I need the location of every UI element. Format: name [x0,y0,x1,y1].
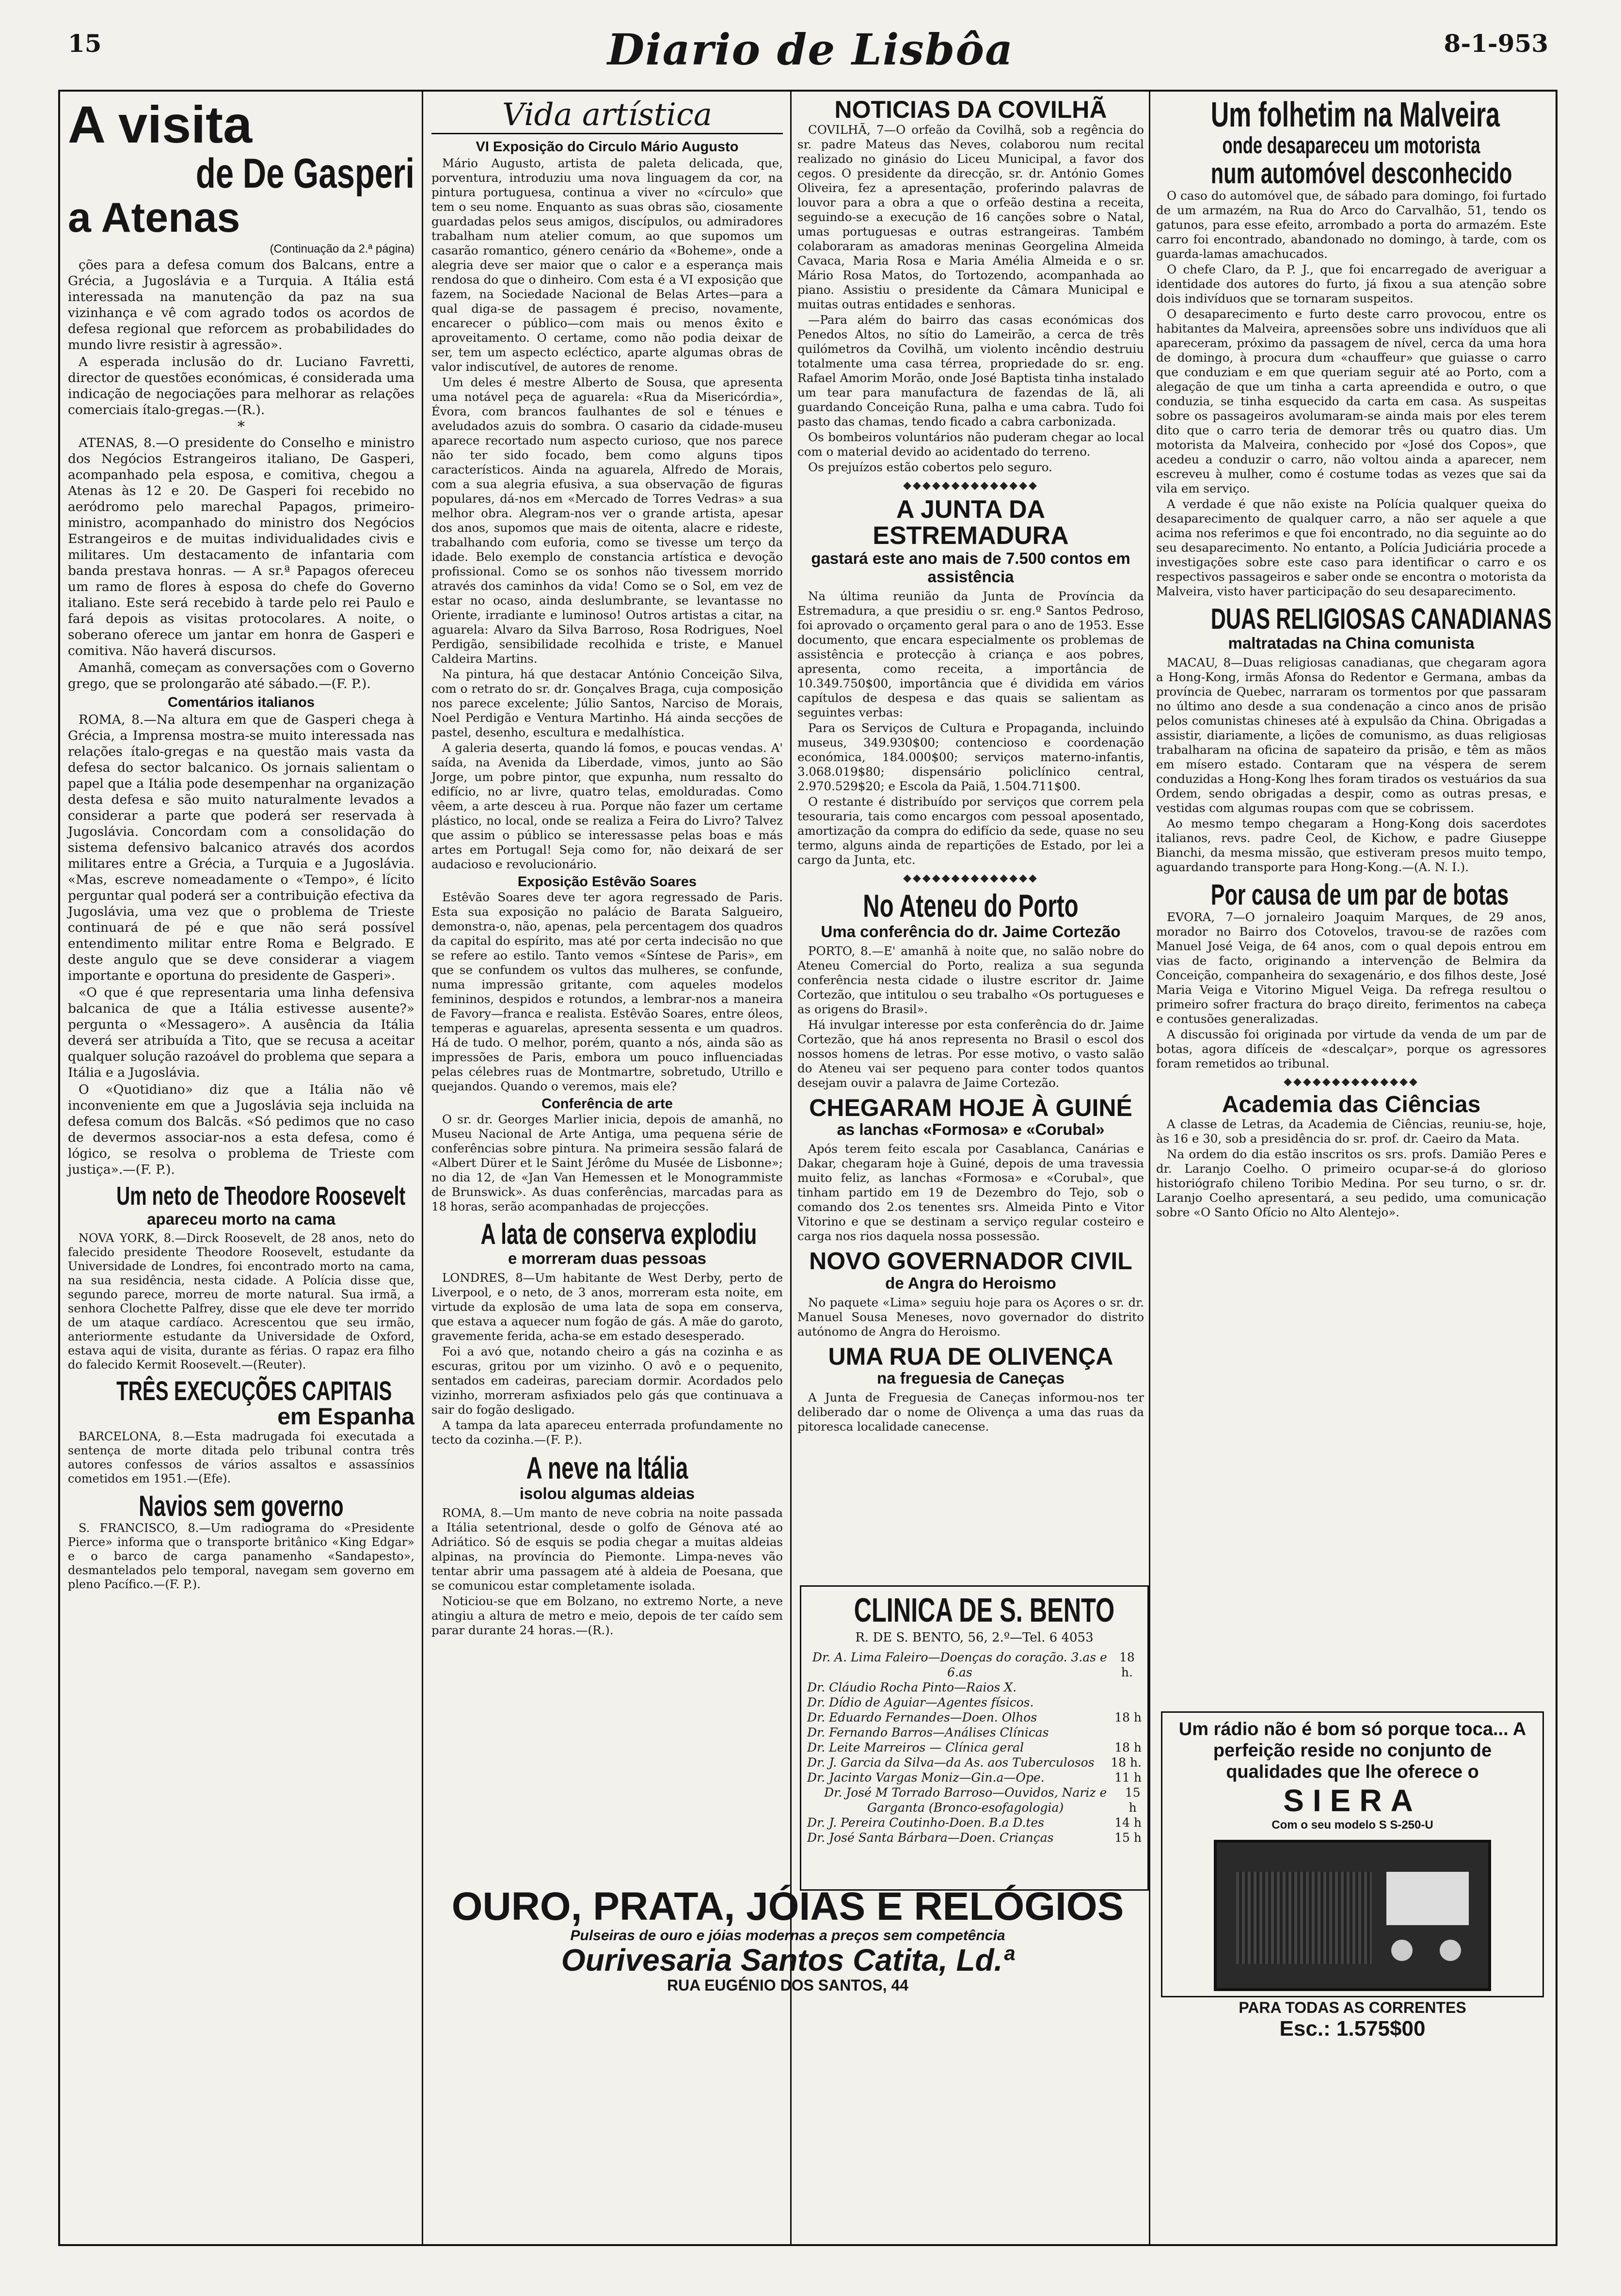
paragraph: O sr. dr. Georges Marlier inicia, depois de amanhã, no Museu Nacional de Arte Antiga, uma pequena série de conferências sobre pintura. Na primeira sessão falará de «Albert Dürer et le Saint Jérôme du Musée de Lisbonne»; no dia 12, de «Jan Van Hemessen et le Monogrammiste de Brunswick». As duas conferências, marcadas para as 18 horas, serão acompanhadas de projecções. [431,1112,783,1213]
doctor-row: Dr. Cláudio Rocha Pinto—Raios X. [807,1680,1017,1694]
paragraph: Após terem feito escala por Casablanca, Canárias e Dakar, chegaram hoje à Guiné, depois de uma travessia muito feliz, as lanchas «Formosa» e «Corubal», que tinham partido em 19 de Dezembro do Tejo, sob o comando dos 2.os tenentes srs. Almeida Pinto e Vitor Vitorino e que se destinam a serviço regular costeiro e carga nos rios daquela nossa possessão. [797,1142,1144,1244]
paragraph: O restante é distribuído por serviços que correm pela tesouraria, tais como encargos com pessoal aposentado, amortização da compra do edifício da sede, quase no seu termo, alguns ainda de repartições de Estado, por lei a cargo da Junta, etc. [797,794,1144,867]
subheadline: Uma conferência do dr. Jaime Cortezão [821,922,1121,941]
column-2 [431,97,783,1852]
paragraph: A galeria deserta, quando lá fomos, e poucas vendas. A' saída, na Avenida da Liberdade, vimos, junto ao São Jorge, um pobre pintor, que expunha, num ressalto do edifício, no ar livre, quatro telas, emolduradas. Como vêem, a arte desceu à rua. Porque não fazer um certame plástico, no local, onde se realiza a Feira do Livro? Talvez que assim o público se interessasse pelas boas e más artes em Portugal! Seja como for, não deixará de ser audacioso e revolucionário. [431,741,783,871]
subheadline: gastará este ano mais de 7.500 contos em assistência [811,549,1130,586]
radio-image [1214,1840,1491,1991]
clinic-address: R. DE S. BENTO, 56, 2.º—Tel. 6 4053 [855,1630,1094,1645]
doctor-row: Dr. Leite Marreiros — Clínica geral 18 h [807,1740,1142,1754]
doctor-row: Dr. Eduardo Fernandes—Doen. Olhos 18 h [807,1710,1142,1724]
paragraph: MACAU, 8—Duas religiosas canadianas, que chegaram agora a Hong-Kong, irmãs Afonsa do Redentor e Germana, ambas da província de Quebec, narraram os tormentos por que passaram no último ano desde a sua condenação a cinco anos de prisão pelos comunistas chineses até à expulsão da China. Obrigadas a assistir, diariamente, a lições de comunismo, as duas religiosas trabalharam na oficina de sapateiro da prisão, e têm as mãos em mísero estado. Contaram que na véspera de serem conduzidas a Hong-Kong lhes foram tirados os vestuários da sua Ordem, sendo obrigadas a despir, como as outras presas, e vestidas com algumas roupas com que se cobrissem. [1156,655,1546,815]
doctor-row: Dr. Fernando Barros—Análises Clínicas [807,1725,1049,1739]
paragraph: BARCELONA, 8.—Esta madrugada foi executada a sentença de morte ditada pelo tribunal contra três autores confessos de vários assaltos e assassínios cometidos em 1951.—(Efe). [68,1429,414,1485]
advert-headline: OURO, PRATA, JÓIAS E RELÓGIOS [451,1884,1124,1929]
doctor-row: Dr. José M Torrado Barroso—Ouvidos, Nariz e Garganta (Bronco-esofagologia) 15 h [824,1785,1141,1815]
column-4 [1156,96,1552,1706]
headline: Por causa de um par de botas [1210,878,1509,911]
paragraph: Os bombeiros voluntários não puderam chegar ao local com o material devido ao acidentado do terreno. [797,430,1144,459]
paragraph: Noticiou-se que em Bolzano, no extremo Norte, a neve atingiu a altura de metro e meio, depois de ter caído sem parar durante 24 horas.—(R.). [431,1594,783,1638]
article-roosevelt [68,1182,414,1372]
column-3 [797,97,1144,1580]
subheadline: num automóvel desconhecido [1210,157,1512,190]
advert-copy: Um rádio não é bom só porque toca... A perfeição reside no conjunto de qualidades que lhe oferece o [1178,1719,1526,1782]
radio-advert [1161,1711,1544,2041]
paragraph: Amanhã, começam as conversações com o Governo grego, que se prolongarão até sábado.—(F. P.). [68,660,414,691]
paragraph: ROMA, 8.—Na altura em que de Gasperi chega à Grécia, a Imprensa mostra-se muito interessada nas relações ítalo-gregas e na questão mais vasta da defesa do sector balcanico. Os jornais salientam o papel que a Itália pode desempenhar na organização desta defesa e são muito naturalmente levados a considerar a parte que poderá ser reservada à Jugoslávia. Concordam com a consolidação do sistema defensivo balcanico através dos acordos militares entre a Grécia, a Turquia e a Jugoslávia. «Mas, escreve nomeadamente o «Tempo», é lícito perguntar qual poderá ser a contribuição efectiva da Jugoslávia, uma vez que o problema de Trieste continuará de pé e que não será possível entendimento militar entre Roma e Belgrado. E deste angulo que se deve considerar a viagem importante e oportuna do presidente de Gasperi». [68,712,414,983]
clinic-advert [800,1585,1149,1891]
paragraph: A Junta de Freguesia de Caneças informou-nos ter deliberado dar o nome de Olivença a uma das ruas da pitoresca localidade canecense. [797,1390,1144,1434]
clinic-name: CLINICA DE S. BENTO [854,1591,1115,1629]
ornament-divider: ◆◆◆◆◆◆◆◆◆◆◆◆◆◆ [903,479,1038,492]
ornament-divider: ◆◆◆◆◆◆◆◆◆◆◆◆◆◆ [1284,1075,1419,1088]
doctor-row: Dr. J. Pereira Coutinho-Doen. B.a D.tes 14 h [807,1815,1142,1830]
headline: A lata de conserva explodiu [480,1218,757,1250]
article-neve [431,1452,783,1638]
subheadline: onde desapareceu um motorista [1222,132,1480,159]
headline: Navios sem governo [139,1489,344,1522]
subheadline: e morreram duas pessoas [508,1249,707,1267]
paragraph: O desaparecimento e furto deste carro provocou, entre os habitantes da Malveira, apreensões sobre uns indivíduos que ali apareceram, próximo da passagem de nível, cerca da uma hora de domingo, à procura dum «chauffeur» que guiasse o carro que conduziam e em que queriam seguir até ao Porto, com a alegação de que um tinha a carta apreendida e outro, o que conduzia, se tinha esquecido da carta em casa. As suspeitas sobre os passageiros avolumaram-se ainda mais por eles terem dito que o carro teria de demorar três ou quatro dias. Um motorista da Malveira, conhecido por «José dos Copos», que acedeu a conduzir o carro, não voltou ainda a aparecer, nem escreveu à mulher, como é costume todas as vezes que sai da vila em serviço. [1156,306,1546,495]
subheadline: de Angra do Heroismo [885,1274,1056,1292]
column-rule [422,90,423,2244]
separator-star: * [238,418,245,435]
jewellery-advert [436,1886,1139,2022]
headline: NOVO GOVERNADOR CIVIL [809,1247,1132,1275]
doctor-list [807,1650,1142,1845]
masthead [0,0,1621,82]
doctor-row: Dr. Jacinto Vargas Moniz—Gin.a—Ope. 11 h [807,1770,1142,1785]
doctor-row: Dr. José Santa Bárbara—Doen. Crianças 15 h [807,1830,1142,1845]
paragraph: ções para a defesa comum dos Balcans, entre a Grécia, a Jugoslávia e a Turquia. A Itália está interessada na manutenção da paz na sua vizinhança e vê com agrado todos os acordos de defesa regional que reforcem as probabilidades do mundo livre resistir à agressão». [68,257,414,352]
brand-name: SIERA [1283,1783,1422,1818]
article-navios [68,1491,414,1592]
headline: TRÊS EXECUÇÕES CAPITAIS [116,1375,392,1406]
paragraph: «O que é que representaria uma linha defensiva balcanica de que a Itália estivesse ausente?» pergunta o «Messagero». A ausência da Itália deverá ser atribuída a Tito, que se recusa a aceitar qualquer solução razoável do problema que separa a Itália e a Jugoslávia. [68,985,414,1080]
doctor-row: Dr. J. Garcia da Silva—da As. aos Tuberculosos 18 h. [807,1755,1142,1770]
subheadline: as lanchas «Formosa» e «Corubal» [837,1120,1105,1139]
paragraph: —Para além do bairro das casas económicas dos Penedos Altos, no sítio do Lameirão, a cerca de três quilómetros da Covilhã, um violento incêndio destruiu totalmente uma casa térrea, propriedade do sr. eng. Rafael Amorim Morão, onde José Baptista tinha instalado um tear para manufactura de fazendas de lã, ali guardando Conceição Runa, palha e uma cabra. Tudo foi pasto das chamas, tendo ficado a cabra carbonizada. [797,312,1144,429]
subheading: Comentários italianos [168,694,315,710]
subheadline: apareceu morto na cama [147,1210,335,1228]
paragraph: A esperada inclusão do dr. Luciano Favretti, director de questões económicas, é considerada uma indicação de negociações para melhorar as relações comerciais ítalo-gregas.—(R.). [68,354,414,417]
subheadline: maltratadas na China comunista [1228,634,1475,652]
page-number: 15 [68,29,102,58]
subheadline: na freguesia de Caneças [876,1369,1065,1387]
knob-icon [1440,1940,1461,1961]
subheading: VI Exposição do Circulo Mário Augusto [476,139,739,155]
subheadline: em Espanha [277,1404,414,1430]
paragraph: Na pintura, há que destacar António Conceição Silva, com o retrato do sr. dr. Gonçalves Braga, cuja composição nos parece excelente; Júlio Santos, Narciso de Morais, Noel Perdigão e Ventura Martinho. Há ainda secções de pastel, desenho, escultura e medalhística. [431,667,783,739]
paragraph: S. FRANCISCO, 8.—Um radiograma do «Presidente Pierce» informa que o transporte britânico «King Edgar» e o barco de carga panamenho «Sandapesto», desmantelados pelo temporal, navegam sem governo em pleno Pacífico.—(F. P.). [68,1521,414,1591]
paragraph: A tampa da lata apareceu enterrada profundamente no tecto da cozinha.—(F. P.). [431,1418,783,1447]
paragraph: Ao mesmo tempo chegaram a Hong-Kong dois sacerdotes italianos, revs. padre Ceol, de Kichow, e padre Giuseppe Bianchi, da mesma missão, que estiveram presos muito tempo, aguardando transporte para Hong-Kong.—(A. N. I.). [1156,816,1546,874]
paragraph: Na ordem do dia estão inscritos os srs. profs. Damião Peres e dr. Laranjo Coelho. O primeiro ocupar-se-á do glorioso historiógrafo chileno Toribio Medina. Por seu turno, o sr. dr. Laranjo Coelho apresentará, a seu pedido, uma comunicação sobre «O Santo Ofício no Alto Alentejo». [1156,1147,1546,1220]
paragraph: Um deles é mestre Alberto de Sousa, que apresenta uma notável peça de aguarela: «Rua da Misericórdia», Évora, com brancos faulhantes de sol e ténues e aveludados azuis do sombra. O casario da cidade-museu aparece recortado num aspecto curioso, que nos parece não ter sido focado, bem como alguns tipos característicos. Ainda na aguarela, Alfredo de Morais, com a sua alegria efusiva, a sua observação de figuras populares, dá-nos em «Mercado de Torres Vedras» a sua melhor obra. Alegram-nos ver o grande artista, apesar dos anos, supomos que mais de oitenta, alacre e rideste, trabalhando com euforia, como se tivesse um terço da idade. Belo exemplo de constancia artística e devoção profissional. Como se os sonhos não tivessem morrido através dos caminhos da vida! Como se o Sol, em vez de estar no ocaso, ainda deslumbrante, se levantasse no Oriente, irradiante e luminoso! Outros artistas a citar, na aguarela: Alvaro da Silva Barroso, Rosa Rodrigues, Noel Perdigão, sensibilidade recolhida e triste, e Manuel Caldeira Martins. [431,375,783,666]
headline: Academia das Ciências [1222,1091,1481,1117]
paragraph: COVILHÃ, 7—O orfeão da Covilhã, sob a regência do sr. padre Mateus das Neves, colaborou num recital realizado no ginásio do Liceu Municipal, a favor dos cegos. O presidente da direcção, sr. dr. António Gomes Oliveira, fez a apresentação, proferindo palavras de louvor para a obra a que o orfeão destina a receita, seguindo-se a execução de 16 canções sobre o Natal, umas portuguesas e outras estrangeiras. Também colaboraram as amadoras meninas Georgelina Almeida Cavaca, Maria Rosa e Maria Amélia Almeida e o sr. Mário Rosa Matos, do Tortozendo, acompanhada ao piano. Assistiu o presidente da Câmara Municipal e muitas outras entidades e senhoras. [797,122,1144,311]
paragraph: ROMA, 8.—Um manto de neve cobria na noite passada a Itália setentrional, desde o golfo de Génova até ao Adriático. Só de esquis se podia chegar a muitas aldeias alpinas, na província do Piemonte. Limpa-neves vão tentar abrir uma passagem até à aldeia de Poesana, que se comunicou estar completamente isolada. [431,1506,783,1593]
headline: DUAS RELIGIOSAS CANADIANAS [1210,602,1552,635]
section-title: Vida artística [431,97,783,134]
paragraph: EVORA, 7—O jornaleiro Joaquim Marques, de 29 anos, morador no Bairro dos Cotovelos, travou-se de razões com Manuel José Veiga, de 64 anos, com o qual depois entrou em vias de facto, originando a intervenção de Belmira da Conceição, companheira do sexagenário, e dos filhos deste, José Maria Veiga e Vitorino Miguel Veiga. Da refrega resultou o primeiro sofrer fractura do braço direito, ferimentos na cabeça e contusões generalizadas. [1156,909,1546,1026]
paragraph: A discussão foi originada por virtude da venda de um par de botas, agora difíceis de «descalçar», porque os agressores foram remetidos ao tribunal. [1156,1027,1546,1070]
paragraph: Estêvão Soares deve ter agora regressado de Paris. Esta sua exposição no palácio de Barata Salgueiro, demonstra-o, não, apenas, pela percentagem dos quadros da capital do espírito, mas até por certa indecisão no que se refere ao estilo. Tanto vemos «Síntese de Paris», em que se confundem os vultos das mulheres, se confunde, numa impressão gritante, com aqueles modelos femininos, despidos e rotundos, a lembrar-nos a maneira de Favory—franca e realista. Estêvão Soares, entre óleos, temperas e aguarelas, apresenta sessenta e um quadros. Há de tudo. O melhor, porém, quanto a nós, ainda são as impressões de Paris, embora um pouco influenciadas pelas célebres ruas de Montmartre, sobretudo, Utrillo e quejandos. Quando o veremos, mais ele? [431,890,783,1093]
paragraph: No paquete «Lima» seguiu hoje para os Açores o sr. dr. Manuel Sousa Meneses, novo governador do distrito autónomo de Angra do Heroismo. [797,1295,1144,1339]
advert-tagline: Pulseiras de ouro e jóias modernas a preços sem competência [570,1928,1005,1944]
headline-line-1: A visita [68,95,253,154]
model-name: Com o seu modelo S S-250-U [1271,1818,1433,1832]
knob-icon [1391,1940,1413,1961]
subheading: Conferência de arte [541,1096,673,1112]
headline: UMA RUA DE OLIVENÇA [828,1342,1113,1370]
paragraph: Foi a avó que, notando cheiro a gás na cozinha e as escuras, gritou por um vizinho. O avô e o pequenito, sentados em cadeiras, pareciam dormir. Acordados pelo vizinho, morreram asfixiados pelo gás que continuava a sair do fogão desligado. [431,1344,783,1417]
paragraph: Na última reunião da Junta de Província da Estremadura, a que presidiu o sr. eng.º Santos Pedroso, foi aprovado o orçamento geral para o ano de 1953. Esse documento, que encara especialmente os problemas de assistência e protecção à criança e aos pobres, apresenta, como receita, a importância de 10.349.750$00, importância que é dividida em vários capítulos de despesa e das quais se salientam as seguintes verbas: [797,589,1144,719]
paragraph: Os prejuízos estão cobertos pelo seguro. [808,460,1052,474]
paragraph: Mário Augusto, artista de paleta delicada, que, porventura, introduziu uma nova linguagem da cor, na pintura portuguesa, continua a viver no «círculo» que tem o seu nome. Enquanto as suas obras são, ciosamente guardadas pelos seus amigos, discípulos, ou admiradores trabalham num atelier comum, ao que supomos um casarão romantico, género cenário da «Boheme», onde a alegria deve ser maior que o calor e a esperança mais rendosa do que o dinheiro. Com esta é a VI exposição que fazem, na Sociedade Nacional de Belas Artes—para a qual diga-se de passagem é preciso, novamente, encarecer o público—com mais ou menos êxito e aproveitamento. O certame, como não podia deixar de ser, tem um aspecto ecléctico, aparte algumas obras de valor indiscutível, de autores de renome. [431,156,783,374]
paragraph: O «Quotidiano» diz que a Itália não vê inconveniente em que a Jugoslávia seja incluida na defesa comum dos Balcãs. «Só pedimos que no caso de devermos associar-nos a esta defesa, como é lógico, se resolva o problema de Trieste com justiça».—(F. P.). [68,1082,414,1177]
ornament-divider: ◆◆◆◆◆◆◆◆◆◆◆◆◆◆ [903,872,1038,884]
doctor-row: Dr. A. Lima Faleiro—Doenças do coração. 3.as e 6.as 18 h. [812,1650,1135,1679]
paragraph: NOVA YORK, 8.—Dirck Roosevelt, de 28 anos, neto do falecido presidente Theodore Roosevelt, estudante da Universidade de Londres, foi encontrado morto na cama, na sua residência, nesta cidade. A Polícia disse que, segundo parece, morreu de morte natural. Sua irmã, a senhora Clochette Palfrey, disse que ele deve ter morrido de um ataque cardíaco. Acrescentou que seu irmão, anteriormente estudante da Universidade de Oxford, estava aqui de visita, durante as férias. O rapaz era filho do falecido Kermit Roosevelt.—(Reuter). [68,1231,414,1371]
headline: A JUNTA DA ESTREMADURA [873,495,1069,550]
headline: CHEGARAM HOJE À GUINÉ [809,1094,1132,1121]
headline-line-3: a Atenas [68,194,240,241]
speaker-grille [1236,1872,1372,1964]
advert-address: RUA EUGÉNIO DOS SANTOS, 44 [667,1977,908,1994]
headline: Um folhetim na Malveira [1210,96,1500,134]
advert-shop-name: Ourivesaria Santos Catita, Ld.ª [561,1943,1015,1978]
paragraph: O caso do automóvel que, de sábado para domingo, foi furtado de um armazém, na Rua do Arco do Carvalhão, 51, tendo os gatunos, para esse efeito, arrombado a porta do armazém. Este carro foi encontrado, abandonado no domingo, à tarde, com os guarda-lamas amachucados. [1156,188,1546,261]
headline: Um neto de Theodore Roosevelt [116,1181,406,1211]
paragraph: O chefe Claro, da P. J., que foi encarregado de averiguar a identidade dos autores do furto, já fixou a sua atenção sobre dois indivíduos que se tornaram suspeitos. [1156,262,1546,305]
advert-tagline: PARA TODAS AS CORRENTES [1239,1999,1466,2016]
paragraph: PORTO, 8.—E' amanhã à noite que, no salão nobre do Ateneu Comercial do Porto, realiza a sua segunda conferência nesta cidade o ilustre escritor dr. Jaime Cortezão, que intitulou o seu trabalho «Os portugueses e as origens do Brasil». [797,943,1144,1016]
price: Esc.: 1.575$00 [1279,2017,1426,2041]
paragraph: LONDRES, 8—Um habitante de West Derby, perto de Liverpool, e o neto, de 3 anos, morreram esta noite, em virtude da explosão de uma lata de sopa em conserva, que estava a aquecer num fogão de gás. A mãe do garoto, gravemente ferida, acha-se em estado desesperado. [431,1271,783,1343]
column-rule [1149,90,1150,2244]
headline: No Ateneu do Porto [863,887,1079,924]
paragraph: Há invulgar interesse por esta conferência do dr. Jaime Cortezão, que há anos representa no Brasil o escol dos nossos homens de letras. Por esse motivo, o vasto salão do Ateneu vai ser pequeno para conter todos quantos desejam ouvir a palavra de Jaime Cortezão. [797,1017,1144,1090]
column-1 [68,97,414,2235]
paragraph: Para os Serviços de Cultura e Propaganda, incluindo museus, 349.930$00; contencioso e coordenação económica, 184.000$00; serviços materno-infantis, 3.068.019$80; dispensário policlínico central, 2.970.529$20; e Escola da Paiã, 1.504.711$00. [797,720,1144,793]
paragraph: A verdade é que não existe na Polícia qualquer queixa do desaparecimento de qualquer carro, a não ser aquele a que acima nos referimos e que foi encontrado, no dia seguinte ao do seu desaparecimento. No entanto, a Polícia Judiciária procede a investigações sobre este caso para identificar o carro e os respectivos passageiros e saber onde se encontra o motorista da Malveira, visto haver participação do seu desaparecimento. [1156,496,1546,598]
doctor-row: Dr. Dídio de Aguiar—Agentes físicos. [807,1695,1034,1709]
tuning-dial [1386,1872,1469,1925]
paragraph: ATENAS, 8.—O presidente do Conselho e ministro dos Negócios Estrangeiros italiano, De Gasperi, acompanhado pela esposa, e comitiva, chegou a Atenas às 12 e 20. De Gasperi foi recebido no aeródromo pelo marechal Papagos, primeiro-ministro, acompanhado do ministro dos Negócios Estrangeiros e de muitas individualidades civis e militares. Um destacamento de infantaria com banda prestava honras. — A sr.ª Papagos ofereceu um ramo de flores à esposa do chefe do Governo italiano. Este será recebido à tarde pelo rei Paulo e fará depois as visitas protocolares. A noite, o soberano oferece um jantar em honra de Gasperi e comitiva. Não haverá discursos. [68,435,414,658]
subheading: Exposição Estêvão Soares [517,874,697,890]
article-gasperi [68,97,414,1178]
paragraph: A classe de Letras, da Academia de Ciências, reuniu-se, hoje, às 16 e 30, sob a presidência do sr. prof. dr. Caeiro da Mata. [1156,1117,1546,1146]
subheadline: isolou algumas aldeias [519,1484,695,1503]
headline-line-2: de De Gasperi [195,150,414,197]
headline: NOTICIAS DA COVILHÃ [834,96,1107,123]
continuation-note: (Continuação da 2.ª página) [270,242,414,255]
article-execucoes [68,1377,414,1486]
article-lata [431,1219,783,1447]
newspaper-title: Diario de Lisbôa [607,24,1014,75]
headline: A neve na Itália [526,1451,688,1485]
issue-date: 8-1-953 [1444,29,1548,58]
